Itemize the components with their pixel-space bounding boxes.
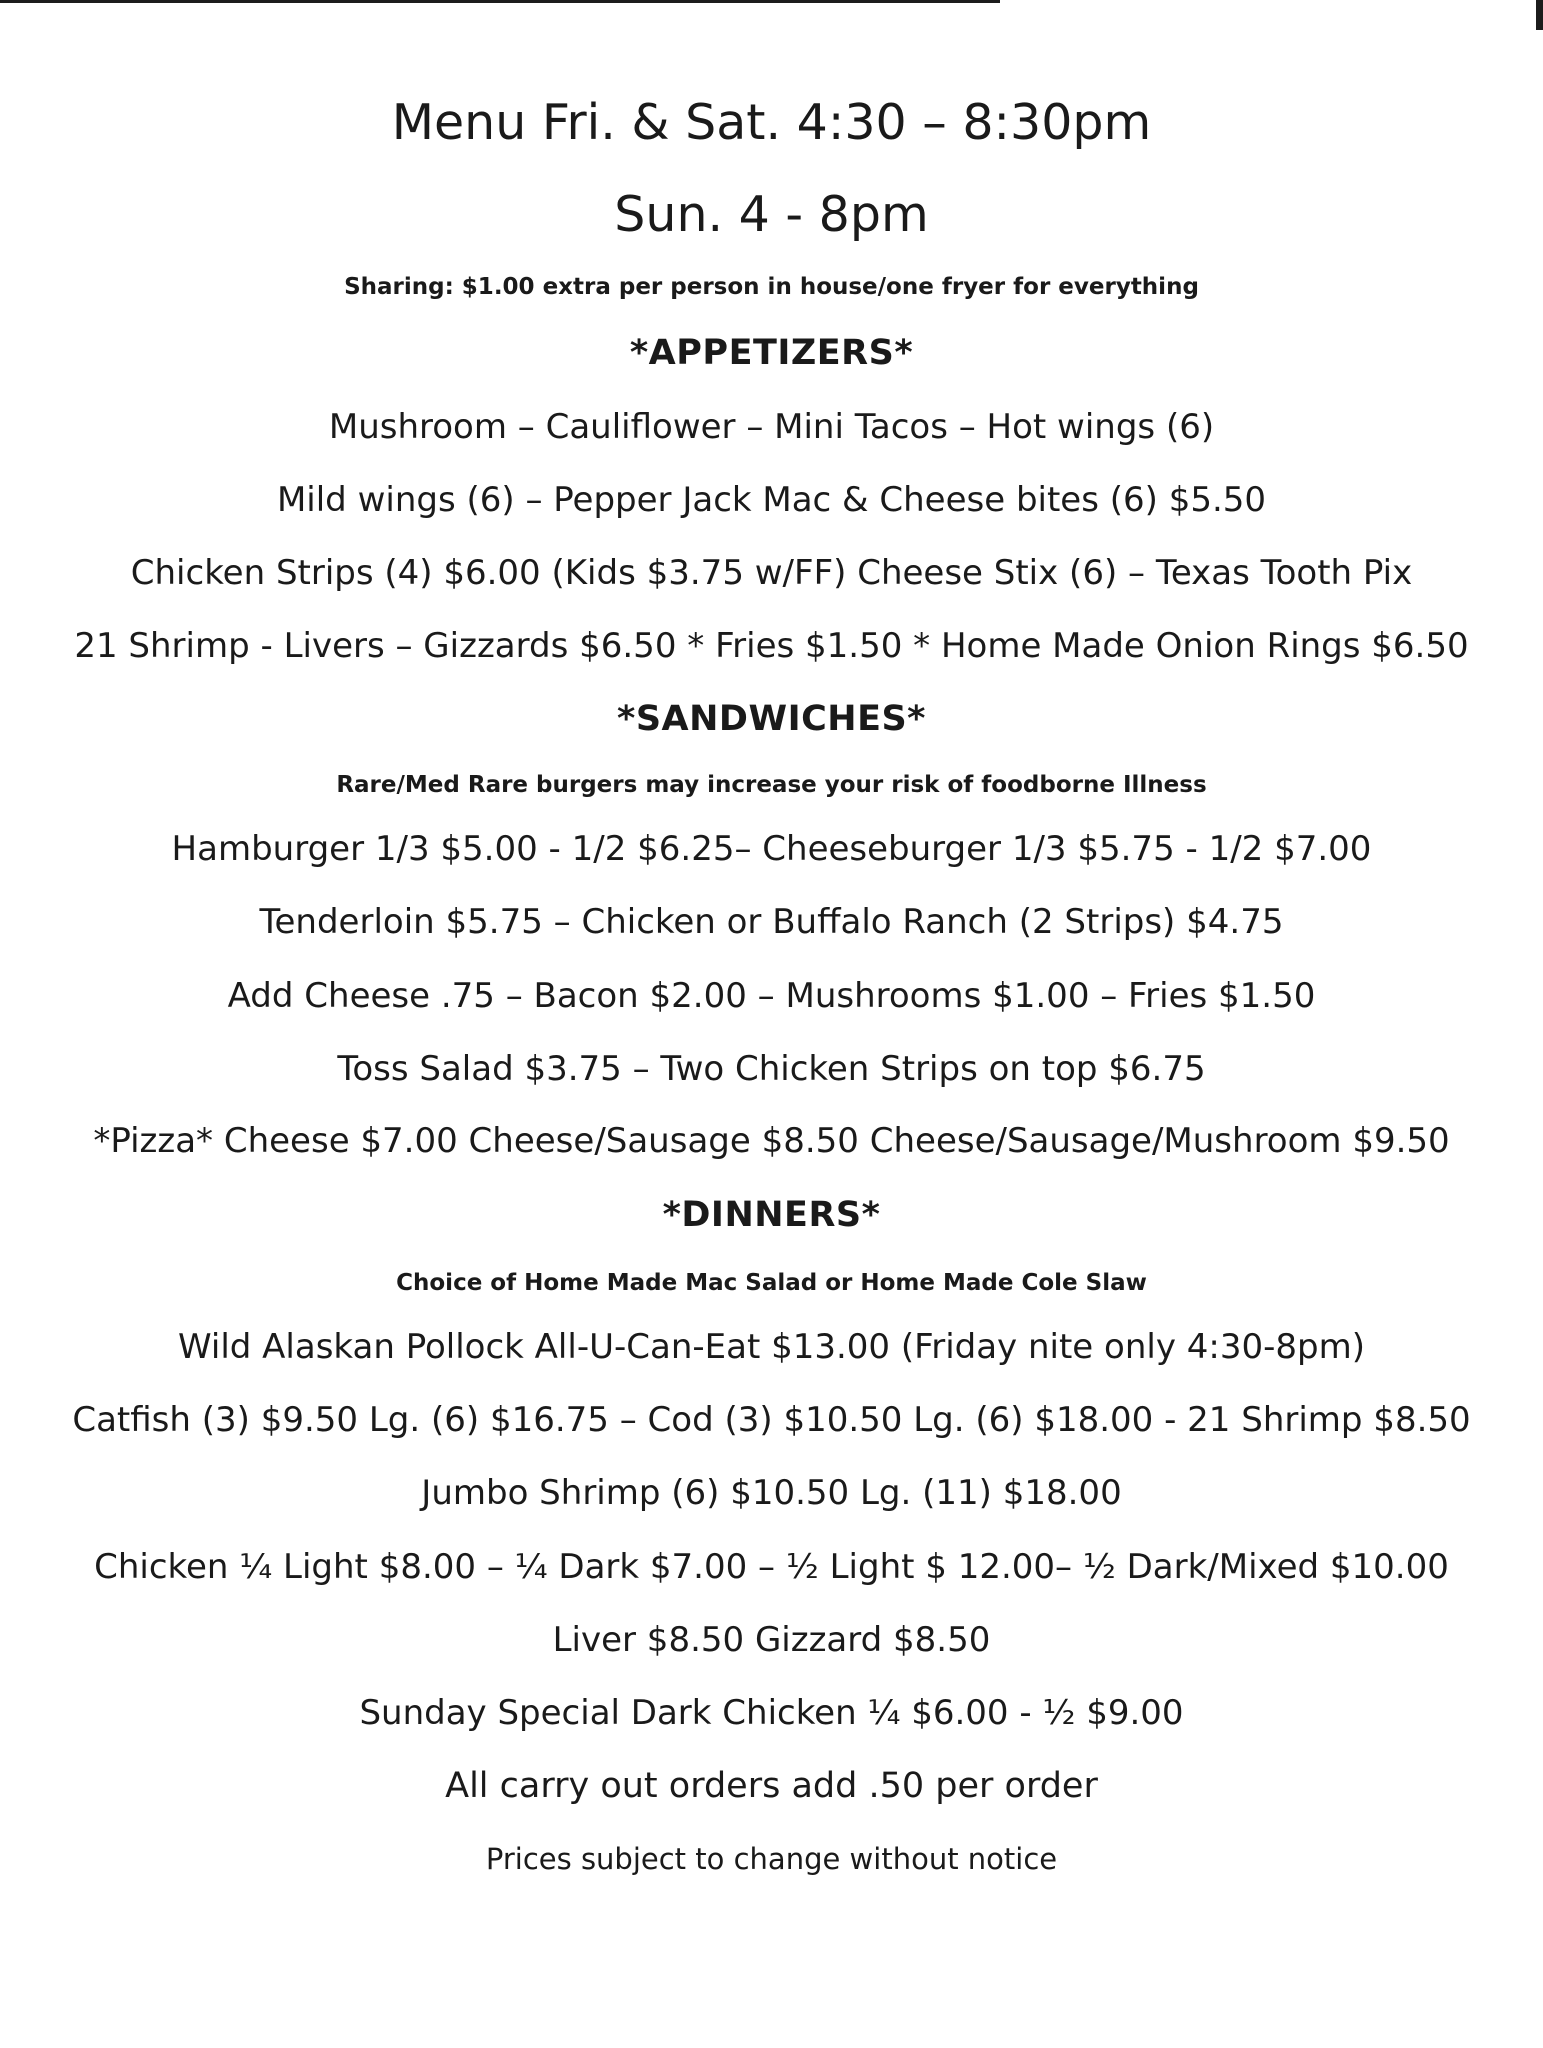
appetizer-line-4: 21 Shrimp - Livers – Gizzards $6.50 * Fries $1.50 * Home Made Onion Rings $6.50	[74, 626, 1469, 666]
sandwich-line-3: Add Cheese .75 – Bacon $2.00 – Mushrooms $1.00 – Fries $1.50	[227, 976, 1316, 1016]
scan-edge-right	[1536, 0, 1543, 30]
dinner-sides-note: Choice of Home Made Mac Salad or Home Made Cole Slaw	[396, 1270, 1147, 1296]
scan-edge-top	[0, 0, 1000, 3]
sandwich-line-4: Toss Salad $3.75 – Two Chicken Strips on top $6.75	[337, 1049, 1206, 1089]
pizza-line: *Pizza* Cheese $7.00 Cheese/Sausage $8.50 Cheese/Sausage/Mushroom $9.50	[93, 1121, 1450, 1161]
sandwich-line-1: Hamburger 1/3 $5.00 - 1/2 $6.25– Cheeseburger 1/3 $5.75 - 1/2 $7.00	[171, 829, 1372, 869]
sharing-note: Sharing: $1.00 extra per person in house/one fryer for everything	[344, 274, 1199, 300]
appetizer-line-3: Chicken Strips (4) $6.00 (Kids $3.75 w/FF) Cheese Stix (6) – Texas Tooth Pix	[130, 553, 1413, 593]
sandwich-line-2: Tenderloin $5.75 – Chicken or Buffalo Ranch (2 Strips) $4.75	[259, 902, 1284, 942]
dinner-line-6: Sunday Special Dark Chicken ¼ $6.00 - ½ $9.00	[359, 1693, 1184, 1733]
sunday-hours-title: Sun. 4 - 8pm	[614, 186, 929, 243]
menu-hours-title: Menu Fri. & Sat. 4:30 – 8:30pm	[391, 94, 1152, 151]
appetizer-line-2: Mild wings (6) – Pepper Jack Mac & Cheese bites (6) $5.50	[276, 480, 1267, 520]
dinners-heading: *DINNERS*	[662, 1195, 881, 1235]
burger-risk-note: Rare/Med Rare burgers may increase your risk of foodborne Illness	[336, 772, 1207, 798]
dinner-line-5: Liver $8.50 Gizzard $8.50	[552, 1620, 991, 1660]
dinner-line-2: Catfish (3) $9.50 Lg. (6) $16.75 – Cod (3) $10.50 Lg. (6) $18.00 - 21 Shrimp $8.50	[72, 1400, 1471, 1440]
appetizer-line-1: Mushroom – Cauliflower – Mini Tacos – Hot wings (6)	[328, 407, 1215, 447]
carry-out-note: All carry out orders add .50 per order	[445, 1766, 1098, 1806]
dinner-line-4: Chicken ¼ Light $8.00 – ¼ Dark $7.00 – ½ Light $ 12.00– ½ Dark/Mixed $10.00	[94, 1547, 1449, 1587]
appetizers-heading: *APPETIZERS*	[629, 333, 914, 373]
dinner-line-3: Jumbo Shrimp (6) $10.50 Lg. (11) $18.00	[421, 1473, 1122, 1513]
prices-note: Prices subject to change without notice	[485, 1842, 1058, 1876]
sandwiches-heading: *SANDWICHES*	[617, 699, 926, 739]
dinner-line-1: Wild Alaskan Pollock All-U-Can-Eat $13.00 (Friday nite only 4:30-8pm)	[178, 1327, 1365, 1367]
